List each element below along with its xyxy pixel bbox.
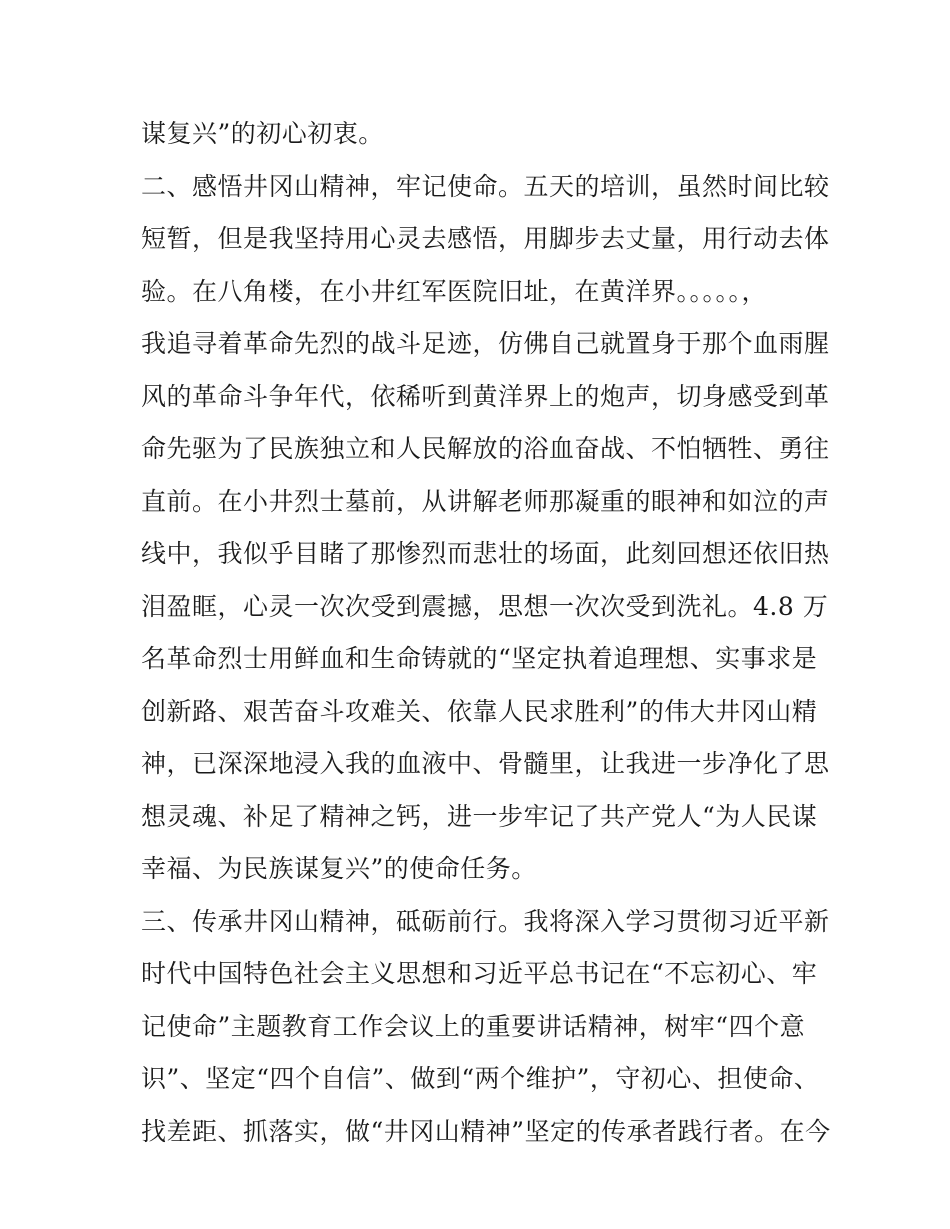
text-line: 验。在八角楼，在小井红军医院旧址，在黄洋界。。。。。，	[141, 276, 768, 306]
text-line: 谋复兴”的初心初衷。	[141, 119, 384, 148]
text-line: 找差距、抓落实，做“井冈山精神”坚定的传承者践行者。在今	[141, 1116, 831, 1146]
text-line: 直前。在小井烈士墓前，从讲解老师那凝重的眼神和如泣的声	[141, 486, 830, 516]
text-line: 幸福、为民族谋复兴”的使命任务。	[141, 854, 537, 883]
text-line: 识”、坚定“四个自信”、做到“两个维护”，守初心、担使命、	[141, 1064, 820, 1093]
text-line: 神，已深深地浸入我的血液中、骨髓里，让我进一步净化了思	[141, 749, 830, 778]
text-line: 创新路、艰苦奋斗攻难关、依靠人民求胜利”的伟大井冈山精	[141, 696, 818, 726]
body-text	[141, 108, 831, 1158]
text-line: 二、感悟井冈山精神，牢记使命。五天的培训，虽然时间比较	[141, 171, 830, 201]
text-line: 名革命烈士用鲜血和生命铸就的“坚定执着追理想、实事求是	[141, 644, 818, 673]
text-line: 短暂，但是我坚持用心灵去感悟，用脚步去丈量，用行动去体	[141, 224, 830, 253]
text-line: 想灵魂、补足了精神之钙，进一步牢记了共产党人“为人民谋	[141, 801, 818, 831]
text-line: 时代中国特色社会主义思想和习近平总书记在“不忘初心、牢	[141, 959, 818, 988]
text-line: 记使命”主题教育工作会议上的重要讲话精神，树牢“四个意	[141, 1011, 806, 1041]
text-line: 命先驱为了民族独立和人民解放的浴血奋战、不怕牺牲、勇往	[141, 434, 830, 463]
text-line: 我追寻着革命先烈的战斗足迹，仿佛自己就置身于那个血雨腥	[141, 329, 830, 358]
text-line: 泪盈眶，心灵一次次受到震撼，思想一次次受到洗礼。4.8 万	[141, 591, 829, 621]
text-line: 线中，我似乎目睹了那惨烈而悲壮的场面，此刻回想还依旧热	[141, 539, 830, 568]
text-line: 风的革命斗争年代，依稀听到黄洋界上的炮声，切身感受到革	[141, 381, 830, 411]
text-line: 三、传承井冈山精神，砥砺前行。我将深入学习贯彻习近平新	[141, 906, 830, 936]
